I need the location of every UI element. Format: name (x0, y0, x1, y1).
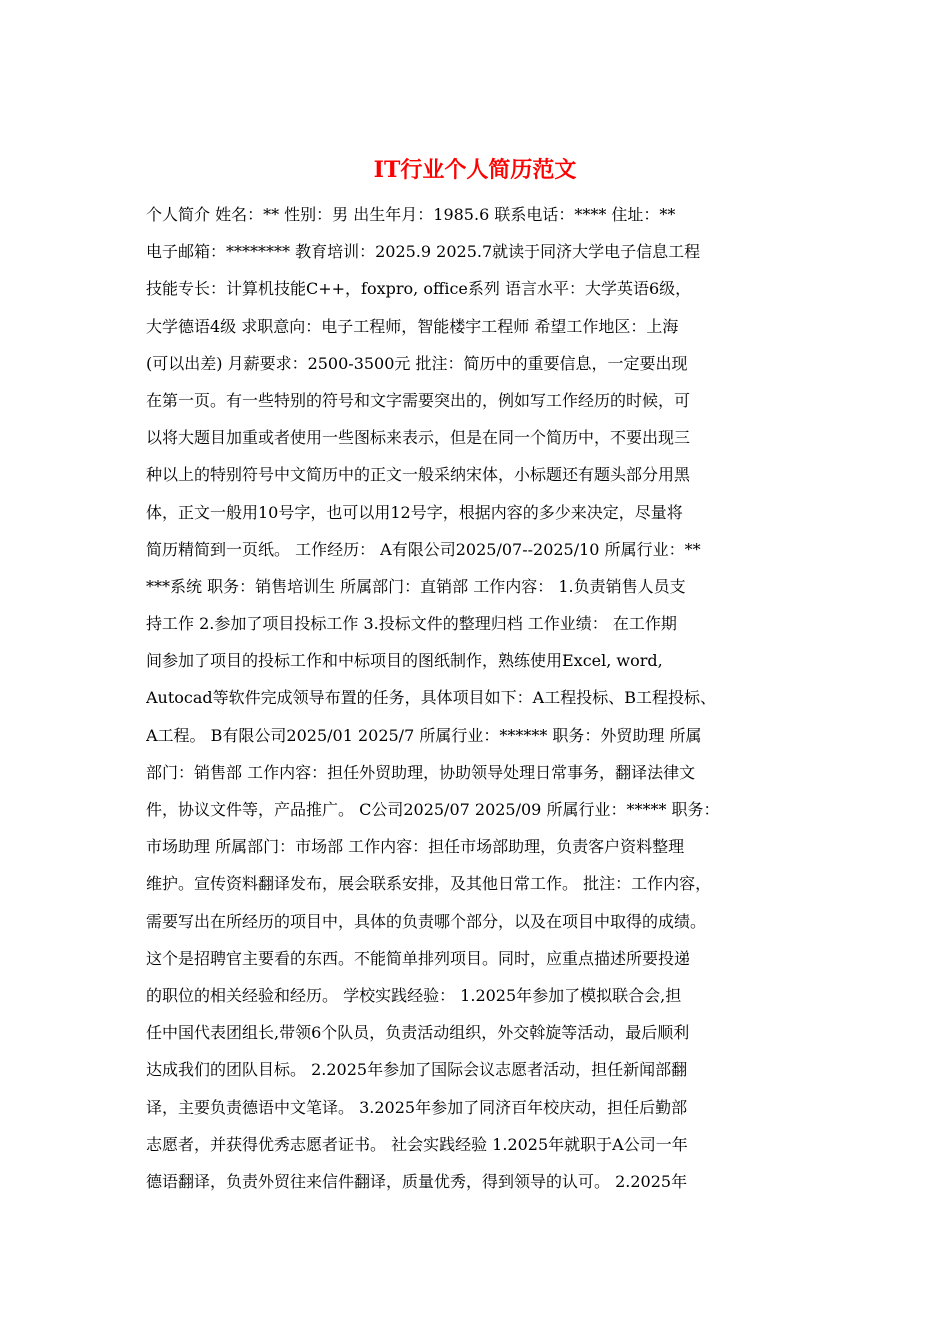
body-line: 以将大题目加重或者使用一些图标来表示，但是在同一个简历中，不要出现三 (146, 428, 691, 448)
body-line: Autocad等软件完成领导布置的任务，具体项目如下：A工程投标、B工程投标、 (146, 688, 716, 708)
body-line: (可以出差) 月薪要求：2500-3500元 批注：简历中的重要信息，一定要出现 (146, 353, 688, 373)
body-line: 技能专长：计算机技能C++，foxpro, office系列 语言水平：大学英语6级， (146, 279, 692, 299)
body-line: 电子邮箱：******** 教育培训：2025.9 2025.7就读于同济大学电子信息工程 (146, 242, 701, 262)
body-line: 在第一页。有一些特别的符号和文字需要突出的，例如写工作经历的时候，可 (146, 390, 691, 410)
document-body (146, 196, 806, 1200)
body-line: 市场助理 所属部门：市场部 工作内容：担任市场部助理，负责客户资料整理 (146, 837, 685, 857)
body-line: 志愿者，并获得优秀志愿者证书。 社会实践经验 1.2025年就职于A公司一年 (146, 1134, 688, 1154)
document-title: IT行业个人简历范文 (373, 157, 577, 183)
body-line: A工程。 B有限公司2025/01 2025/7 所属行业：****** 职务：外贸助理 所属 (146, 725, 702, 745)
body-line: 持工作 2.参加了项目投标工作 3.投标文件的整理归档 工作业绩： 在工作期 (146, 614, 677, 634)
body-line: 种以上的特别符号中文简历中的正文一般采纳宋体，小标题还有题头部分用黑 (146, 465, 691, 485)
body-line: 体，正文一般用10号字，也可以用12号字，根据内容的多少来决定，尽量将 (146, 502, 683, 522)
body-line: 部门：销售部 工作内容：担任外贸助理，协助领导处理日常事务，翻译法律文 (146, 762, 696, 782)
body-line: 维护。宣传资料翻译发布，展会联系安排，及其他日常工作。 批注：工作内容， (146, 874, 712, 894)
body-line: 需要写出在所经历的项目中，具体的负责哪个部分，以及在项目中取得的成绩。 (146, 911, 707, 931)
body-line: 任中国代表团组长,带领6个队员，负责活动组织，外交斡旋等活动，最后顺利 (146, 1023, 690, 1043)
body-line: 达成我们的团队目标。 2.2025年参加了国际会议志愿者活动，担任新闻部翻 (146, 1060, 688, 1080)
body-line: ***系统 职务：销售培训生 所属部门：直销部 工作内容： 1.负责销售人员支 (146, 576, 686, 596)
body-line: 件，协议文件等，产品推广。 C公司2025/07 2025/09 所属行业：***** 职务： (146, 800, 720, 819)
body-line: 德语翻译，负责外贸往来信件翻译，质量优秀，得到领导的认可。 2.2025年 (146, 1171, 688, 1191)
body-line: 个人简介 姓名：** 性别：男 出生年月：1985.6 联系电话：**** 住址：** (146, 205, 676, 224)
body-line: 简历精简到一页纸。 工作经历： A有限公司2025/07--2025/10 所属行业：** (146, 539, 701, 559)
body-line: 大学德语4级 求职意向：电子工程师，智能楼宇工程师 希望工作地区：上海 (146, 316, 679, 336)
body-line: 这个是招聘官主要看的东西。不能简单排列项目。同时，应重点描述所要投递 (146, 948, 691, 968)
body-line: 的职位的相关经验和经历。 学校实践经验： 1.2025年参加了模拟联合会,担 (146, 985, 682, 1005)
body-line: 译，主要负责德语中文笔译。 3.2025年参加了同济百年校庆动，担任后勤部 (146, 1097, 688, 1117)
body-line: 间参加了项目的投标工作和中标项目的图纸制作，熟练使用Excel, word, (146, 651, 663, 671)
